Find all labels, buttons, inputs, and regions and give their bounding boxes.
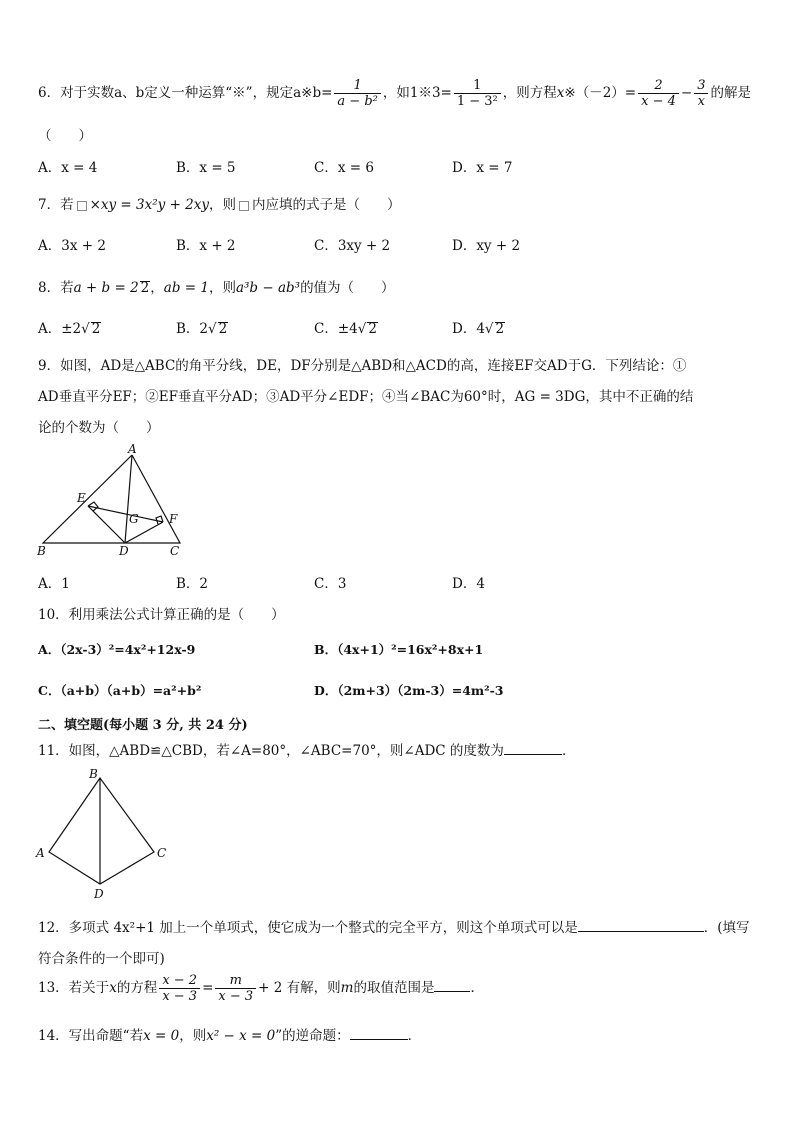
q10-option-a: A．（2x-3）²=4x²+12x-9 bbox=[38, 642, 196, 657]
q6-option-d: D．x = 7 bbox=[452, 160, 513, 176]
sqrt-radicand: 2 bbox=[140, 280, 150, 296]
q9-line1: 9．如图，AD是△ABC的角平分线，DE，DF分别是△ABD和△ACD的高，连接EF交AD于G．下列结论：① bbox=[38, 358, 687, 374]
q12-line1: 12．多项式 4x²+1 加上一个单项式，使它成为一个整式的完全平方，则这个单项式可以是 ．(填写 bbox=[38, 920, 750, 936]
q10-stem: 10．利用乘法公式计算正确的是（ ） bbox=[38, 607, 285, 623]
fig9-label-g: G bbox=[129, 512, 139, 526]
fig11-label-b: B bbox=[89, 767, 98, 781]
q7-option-d: D．xy + 2 bbox=[452, 238, 521, 254]
q9-line2: AD垂直平分EF；②EF垂直平分AD；③AD平分∠EDF；④当∠BAC为60°时，AG = 3DG，其中不正确的结 bbox=[38, 389, 694, 405]
fig11-label-a: A bbox=[36, 846, 45, 860]
fig9-label-b: B bbox=[37, 544, 46, 558]
q13-stem: 13．若关于x的方程 $\frac{x - 2}{x - 3}$ = $\frac{m}{x - 3}$ + 2 有解，则m的取值范围是 ． bbox=[38, 973, 484, 1004]
q8-option-c: C．±4√ 2 bbox=[314, 321, 377, 337]
q9-line3: 论的个数为（ ） bbox=[38, 420, 160, 436]
q8-option-d: D．4√ 2 bbox=[452, 321, 505, 337]
fig9-label-a: A bbox=[128, 442, 137, 456]
q6-fraction-3: $\frac{2}{x - 4}$ bbox=[638, 78, 679, 109]
fig11-label-d: D bbox=[94, 887, 104, 901]
q7-option-b: B．x + 2 bbox=[176, 238, 236, 254]
q6-option-a: A．x = 4 bbox=[38, 160, 98, 176]
q10-option-d: D．（2m+3）（2m-3）=4m²-3 bbox=[314, 683, 504, 698]
q14-answer-blank[interactable] bbox=[350, 1027, 408, 1040]
placeholder-box-icon bbox=[77, 201, 87, 211]
q6-fraction-2: $\frac{1}{\text{1 − 3²}}$ bbox=[454, 78, 501, 109]
q6-option-b: B．x = 5 bbox=[176, 160, 236, 176]
q12-answer-blank[interactable] bbox=[578, 919, 704, 932]
q11-kite-figure bbox=[33, 766, 178, 901]
q6-fraction-4: $\frac{3}{x}$ bbox=[694, 78, 708, 109]
q6-line1: 6．对于实数a、b定义一种运算“※”，规定a※b= $\frac{1}{\text{a − b²}}$ ，如1※3= $\frac{1}{\text{1 − 3²}}$ ，则方程x※（－2）= $\frac{2}{x - 4}$ − $\frac{3}{x}$ 的解是 bbox=[38, 78, 751, 109]
q11-stem: 11．如图，△ABD≌△CBD，若∠A=80°，∠ABC=70°，则∠ADC 的度数为 ． bbox=[38, 743, 576, 759]
q13-answer-blank[interactable] bbox=[434, 979, 470, 992]
q13-fraction-1: $\frac{x - 2}{x - 3}$ bbox=[159, 973, 200, 1004]
fig9-label-f: F bbox=[169, 512, 178, 526]
q6-fraction-1: $\frac{1}{\text{a − b²}}$ bbox=[334, 78, 380, 109]
q7-stem: 7．若 ×xy = 3x²y + 2xy，则 内应填的式子是（ ） bbox=[38, 197, 401, 213]
fig9-label-d: D bbox=[119, 544, 129, 558]
fig9-label-e: E bbox=[77, 491, 86, 505]
q13-fraction-2: $\frac{m}{x - 3}$ bbox=[215, 973, 256, 1004]
q8-option-b: B．2√ 2 bbox=[176, 321, 228, 337]
q10-option-c: C．（a+b）（a+b）=a²+b² bbox=[38, 683, 202, 698]
q7-option-c: C．3xy + 2 bbox=[314, 238, 391, 254]
section-heading: 二、填空题(每小题 3 分, 共 24 分) bbox=[38, 718, 248, 733]
q9-triangle-figure bbox=[35, 440, 195, 560]
q10-option-b: B．（4x+1）²=16x²+8x+1 bbox=[314, 642, 484, 657]
fig11-label-c: C bbox=[157, 846, 167, 860]
q9-option-a: A．1 bbox=[38, 576, 70, 592]
fig9-label-c: C bbox=[170, 544, 180, 558]
q9-option-c: C．3 bbox=[314, 576, 347, 592]
q6-option-c: C．x = 6 bbox=[314, 160, 374, 176]
q12-line2: 符合条件的一个即可) bbox=[38, 951, 165, 967]
q6-answer-paren: （ ） bbox=[38, 128, 92, 144]
q7-option-a: A．3x + 2 bbox=[38, 238, 106, 254]
placeholder-box-icon bbox=[239, 201, 249, 211]
q8-stem: 8．若a + b = 2 2，ab = 1，则a³b − ab³的值为（ ） bbox=[38, 280, 395, 296]
q11-answer-blank[interactable] bbox=[504, 742, 562, 755]
q14-stem: 14．写出命题“若x = 0，则x² − x = 0”的逆命题： ． bbox=[38, 1028, 422, 1044]
q9-option-b: B．2 bbox=[176, 576, 209, 592]
q8-option-a: A．±2√ 2 bbox=[38, 321, 101, 337]
q9-option-d: D．4 bbox=[452, 576, 485, 592]
